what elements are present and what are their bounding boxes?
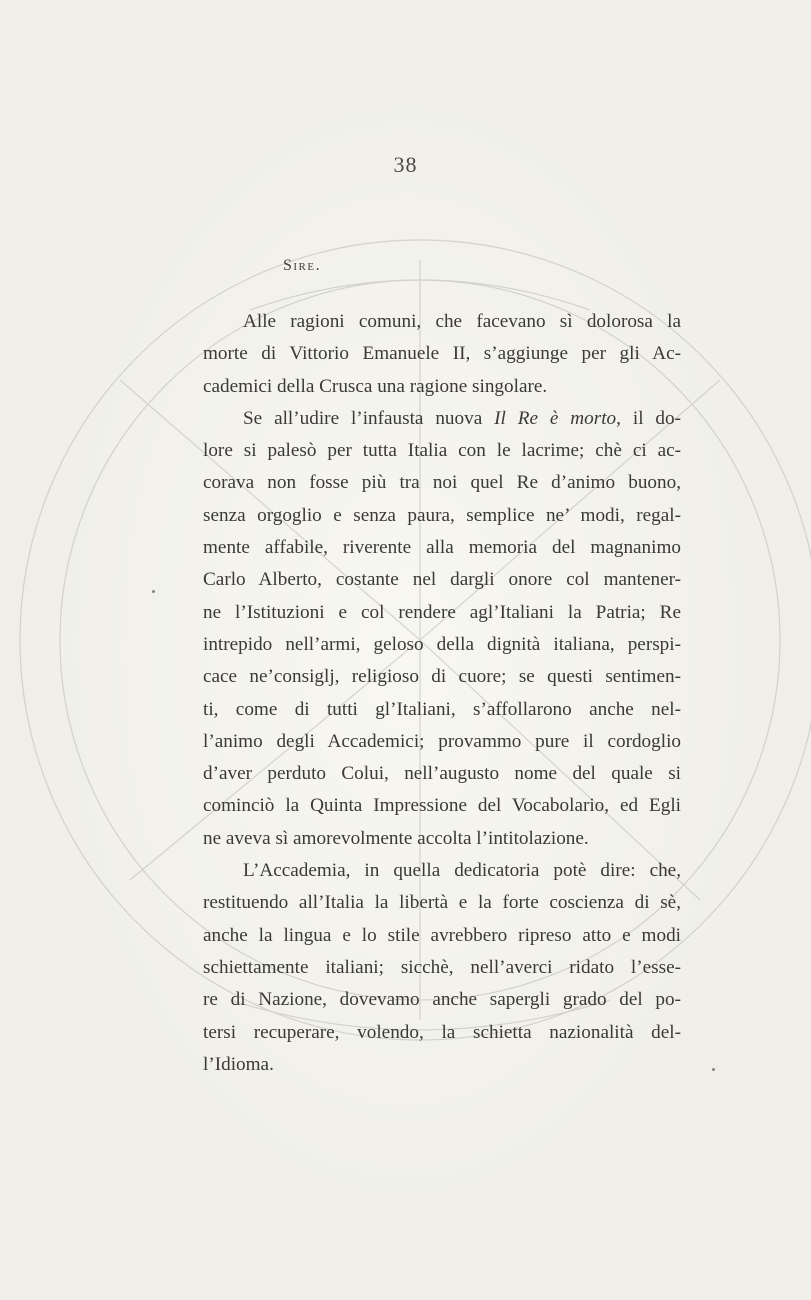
text-line: re di Nazione, dovevamo anche sapergli grado del po- <box>203 989 681 1011</box>
text-line: mente affabile, riverente alla memoria del magnanimo <box>203 537 681 559</box>
paper-speck <box>712 1068 715 1071</box>
italic-phrase: Il Re è morto, <box>494 407 621 429</box>
text-line: l’animo degli Accademici; provammo pure il cordoglio <box>203 730 681 752</box>
text-line: cademici della Crusca una ragione singolare. <box>203 375 548 397</box>
text-line: corava non fosse più tra noi quel Re d’animo buono, <box>203 472 681 494</box>
text-line: l’Idioma. <box>203 1053 274 1075</box>
salutation: Sire. <box>283 257 322 274</box>
text-line: cominciò la Quinta Impressione del Vocabolario, ed Egli <box>203 795 681 817</box>
text-line: ne l’Istituzioni e col rendere agl’Italiani la Patria; Re <box>203 601 681 623</box>
text-line: anche la lingua e lo stile avrebbero ripreso atto e modi <box>203 924 681 946</box>
text-segment: Se all’udire l’infausta nuova <box>243 407 483 429</box>
text-line: Carlo Alberto, costante nel dargli onore col mantener- <box>203 569 681 591</box>
text-line: intrepido nell’armi, geloso della dignità italiana, perspi- <box>203 633 681 655</box>
text-line: morte di Vittorio Emanuele II, s’aggiunge per gli Ac- <box>203 343 681 365</box>
text-line: L’Accademia, in quella dedicatoria potè dire: che, <box>243 860 681 882</box>
text-line: ne aveva sì amorevolmente accolta l’intitolazione. <box>203 827 589 849</box>
text-line: cace ne’consiglj, religioso di cuore; se questi sentimen- <box>203 666 681 688</box>
text-line: d’aver perduto Colui, nell’augusto nome del quale si <box>203 763 681 785</box>
text-segment: il do- <box>632 407 681 429</box>
text-line-with-italic <box>203 403 681 435</box>
text-line: tersi recuperare, volendo, la schietta nazionalità del- <box>203 1021 681 1043</box>
text-line: schiettamente italiani; sicchè, nell’averci ridato l’esse- <box>203 956 681 978</box>
text-line: Alle ragioni comuni, che facevano sì dolorosa la <box>243 311 681 332</box>
text-line: ti, come di tutti gl’Italiani, s’affollarono anche nel- <box>203 698 681 720</box>
text-line: lore si palesò per tutta Italia con le lacrime; chè ci ac- <box>203 440 681 462</box>
paper-speck <box>152 590 155 593</box>
text-line: restituendo all’Italia la libertà e la forte coscienza di sè, <box>203 892 681 914</box>
body-text <box>203 306 681 1081</box>
text-line: senza orgoglio e senza paura, semplice ne’ modi, regal- <box>203 504 681 526</box>
page-number: 38 <box>393 152 418 177</box>
